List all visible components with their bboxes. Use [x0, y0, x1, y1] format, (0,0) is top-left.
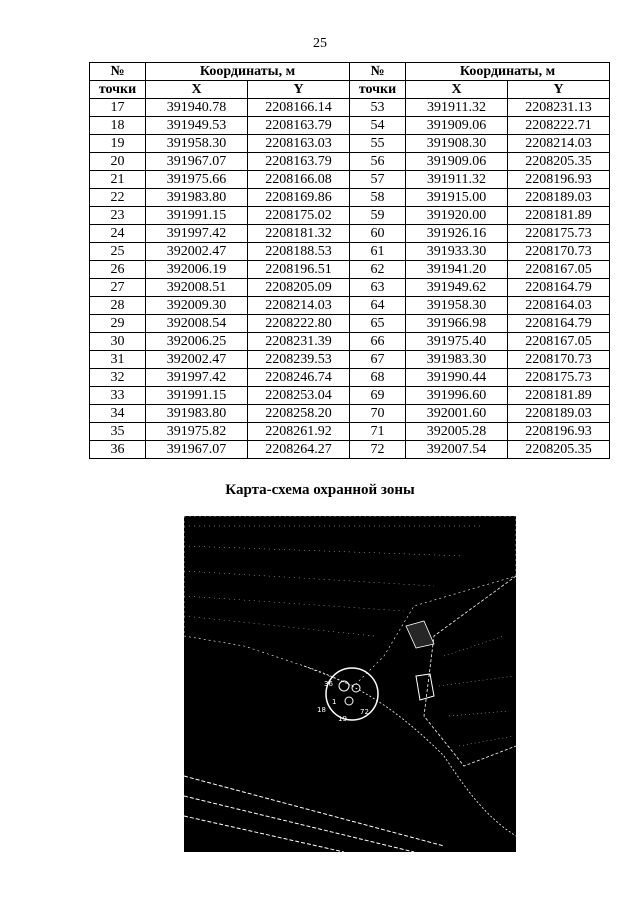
y-coordinate-cell: 2208164.79 [508, 279, 610, 297]
y-coordinate-cell: 2208222.80 [248, 315, 350, 333]
y-coordinate-cell: 2208196.93 [508, 171, 610, 189]
y-coordinate-cell: 2208205.09 [248, 279, 350, 297]
x-coordinate-cell: 391996.60 [406, 387, 508, 405]
x-coordinate-cell: 391908.30 [406, 135, 508, 153]
point-number-cell: 63 [350, 279, 406, 297]
x-coordinate-cell: 391966.98 [406, 315, 508, 333]
header-num-left: № [90, 63, 146, 81]
point-number-cell: 59 [350, 207, 406, 225]
y-coordinate-cell: 2208264.27 [248, 441, 350, 459]
y-coordinate-cell: 2208167.05 [508, 333, 610, 351]
y-coordinate-cell: 2208163.79 [248, 117, 350, 135]
table-row [90, 423, 610, 441]
x-coordinate-cell: 391915.00 [406, 189, 508, 207]
table-row [90, 405, 610, 423]
table-row [90, 225, 610, 243]
y-coordinate-cell: 2208189.03 [508, 405, 610, 423]
y-coordinate-cell: 2208170.73 [508, 243, 610, 261]
y-coordinate-cell: 2208170.73 [508, 351, 610, 369]
point-number-cell: 54 [350, 117, 406, 135]
x-coordinate-cell: 392001.60 [406, 405, 508, 423]
x-coordinate-cell: 391991.15 [146, 207, 248, 225]
y-coordinate-cell: 2208231.39 [248, 333, 350, 351]
point-number-cell: 28 [90, 297, 146, 315]
point-number-cell: 18 [90, 117, 146, 135]
table-row [90, 117, 610, 135]
table-row [90, 261, 610, 279]
x-coordinate-cell: 391997.42 [146, 369, 248, 387]
point-number-cell: 19 [90, 135, 146, 153]
table-subheader-row [90, 81, 610, 99]
point-number-cell: 67 [350, 351, 406, 369]
y-coordinate-cell: 2208188.53 [248, 243, 350, 261]
point-number-cell: 24 [90, 225, 146, 243]
x-coordinate-cell: 391958.30 [406, 297, 508, 315]
map-label: 1 [332, 698, 337, 706]
map-title: Карта-схема охранной зоны [225, 482, 415, 498]
x-coordinate-cell: 392007.54 [406, 441, 508, 459]
x-coordinate-cell: 391967.07 [146, 441, 248, 459]
point-number-cell: 55 [350, 135, 406, 153]
table-row [90, 441, 610, 459]
table-row [90, 243, 610, 261]
y-coordinate-cell: 2208167.05 [508, 261, 610, 279]
point-number-cell: 71 [350, 423, 406, 441]
y-coordinate-cell: 2208163.03 [248, 135, 350, 153]
y-coordinate-cell: 2208163.79 [248, 153, 350, 171]
y-coordinate-cell: 2208164.03 [508, 297, 610, 315]
point-number-cell: 70 [350, 405, 406, 423]
y-coordinate-cell: 2208222.71 [508, 117, 610, 135]
point-number-cell: 23 [90, 207, 146, 225]
page-number: 25 [313, 36, 327, 51]
point-number-cell: 34 [90, 405, 146, 423]
x-coordinate-cell: 391949.62 [406, 279, 508, 297]
table-row [90, 189, 610, 207]
y-coordinate-cell: 2208175.02 [248, 207, 350, 225]
x-coordinate-cell: 391926.16 [406, 225, 508, 243]
point-number-cell: 65 [350, 315, 406, 333]
point-number-cell: 57 [350, 171, 406, 189]
x-coordinate-cell: 392006.19 [146, 261, 248, 279]
x-coordinate-cell: 391997.42 [146, 225, 248, 243]
y-coordinate-cell: 2208181.89 [508, 207, 610, 225]
point-number-cell: 61 [350, 243, 406, 261]
point-number-cell: 31 [90, 351, 146, 369]
point-number-cell: 29 [90, 315, 146, 333]
x-coordinate-cell: 391909.06 [406, 117, 508, 135]
table-row [90, 171, 610, 189]
x-coordinate-cell: 391933.30 [406, 243, 508, 261]
x-coordinate-cell: 392008.54 [146, 315, 248, 333]
x-coordinate-cell: 392008.51 [146, 279, 248, 297]
point-number-cell: 27 [90, 279, 146, 297]
header-y-left: Y [248, 81, 350, 99]
y-coordinate-cell: 2208196.93 [508, 423, 610, 441]
x-coordinate-cell: 391958.30 [146, 135, 248, 153]
point-number-cell: 72 [350, 441, 406, 459]
table-body [90, 99, 610, 459]
x-coordinate-cell: 391967.07 [146, 153, 248, 171]
header-x-right: X [406, 81, 508, 99]
point-number-cell: 56 [350, 153, 406, 171]
x-coordinate-cell: 391975.66 [146, 171, 248, 189]
table-row [90, 297, 610, 315]
point-number-cell: 62 [350, 261, 406, 279]
table-row [90, 207, 610, 225]
x-coordinate-cell: 391983.30 [406, 351, 508, 369]
header-coords-left: Координаты, м [146, 63, 350, 81]
x-coordinate-cell: 391990.44 [406, 369, 508, 387]
header-y-right: Y [508, 81, 610, 99]
point-number-cell: 58 [350, 189, 406, 207]
y-coordinate-cell: 2208181.89 [508, 387, 610, 405]
point-number-cell: 68 [350, 369, 406, 387]
point-number-cell: 64 [350, 297, 406, 315]
x-coordinate-cell: 391911.32 [406, 99, 508, 117]
point-number-cell: 36 [90, 441, 146, 459]
map-label: 19 [338, 715, 347, 723]
coordinates-table [89, 62, 610, 459]
point-number-cell: 53 [350, 99, 406, 117]
x-coordinate-cell: 391911.32 [406, 171, 508, 189]
y-coordinate-cell: 2208253.04 [248, 387, 350, 405]
table-row [90, 333, 610, 351]
point-number-cell: 20 [90, 153, 146, 171]
point-number-cell: 69 [350, 387, 406, 405]
point-number-cell: 22 [90, 189, 146, 207]
header-point-left: точки [90, 81, 146, 99]
header-coords-right: Координаты, м [406, 63, 610, 81]
x-coordinate-cell: 392005.28 [406, 423, 508, 441]
map-background [184, 516, 516, 852]
table-row [90, 387, 610, 405]
y-coordinate-cell: 2208164.79 [508, 315, 610, 333]
header-point-right: точки [350, 81, 406, 99]
y-coordinate-cell: 2208196.51 [248, 261, 350, 279]
x-coordinate-cell: 391975.40 [406, 333, 508, 351]
protection-zone-map [184, 516, 516, 852]
x-coordinate-cell: 391983.80 [146, 405, 248, 423]
y-coordinate-cell: 2208166.08 [248, 171, 350, 189]
map-label: 18 [317, 706, 326, 714]
y-coordinate-cell: 2208181.32 [248, 225, 350, 243]
x-coordinate-cell: 391920.00 [406, 207, 508, 225]
point-number-cell: 17 [90, 99, 146, 117]
x-coordinate-cell: 391949.53 [146, 117, 248, 135]
x-coordinate-cell: 391983.80 [146, 189, 248, 207]
y-coordinate-cell: 2208169.86 [248, 189, 350, 207]
table-row [90, 135, 610, 153]
y-coordinate-cell: 2208214.03 [508, 135, 610, 153]
x-coordinate-cell: 391975.82 [146, 423, 248, 441]
y-coordinate-cell: 2208231.13 [508, 99, 610, 117]
x-coordinate-cell: 392002.47 [146, 243, 248, 261]
y-coordinate-cell: 2208246.74 [248, 369, 350, 387]
x-coordinate-cell: 392009.30 [146, 297, 248, 315]
table-row [90, 153, 610, 171]
map-image [184, 516, 516, 852]
header-num-right: № [350, 63, 406, 81]
x-coordinate-cell: 392002.47 [146, 351, 248, 369]
point-number-cell: 33 [90, 387, 146, 405]
point-number-cell: 26 [90, 261, 146, 279]
table-row [90, 315, 610, 333]
point-number-cell: 25 [90, 243, 146, 261]
table-header-row [90, 63, 610, 81]
y-coordinate-cell: 2208205.35 [508, 441, 610, 459]
x-coordinate-cell: 391909.06 [406, 153, 508, 171]
map-label: 72 [360, 708, 369, 716]
y-coordinate-cell: 2208239.53 [248, 351, 350, 369]
header-x-left: X [146, 81, 248, 99]
y-coordinate-cell: 2208214.03 [248, 297, 350, 315]
point-number-cell: 35 [90, 423, 146, 441]
y-coordinate-cell: 2208258.20 [248, 405, 350, 423]
y-coordinate-cell: 2208189.03 [508, 189, 610, 207]
table-row [90, 351, 610, 369]
point-number-cell: 66 [350, 333, 406, 351]
y-coordinate-cell: 2208175.73 [508, 369, 610, 387]
point-number-cell: 60 [350, 225, 406, 243]
map-label: 36 [324, 680, 333, 688]
table-row [90, 369, 610, 387]
x-coordinate-cell: 391940.78 [146, 99, 248, 117]
x-coordinate-cell: 391941.20 [406, 261, 508, 279]
y-coordinate-cell: 2208175.73 [508, 225, 610, 243]
point-number-cell: 21 [90, 171, 146, 189]
point-number-cell: 32 [90, 369, 146, 387]
y-coordinate-cell: 2208166.14 [248, 99, 350, 117]
table-row [90, 99, 610, 117]
x-coordinate-cell: 391991.15 [146, 387, 248, 405]
y-coordinate-cell: 2208261.92 [248, 423, 350, 441]
point-number-cell: 30 [90, 333, 146, 351]
table-row [90, 279, 610, 297]
y-coordinate-cell: 2208205.35 [508, 153, 610, 171]
x-coordinate-cell: 392006.25 [146, 333, 248, 351]
